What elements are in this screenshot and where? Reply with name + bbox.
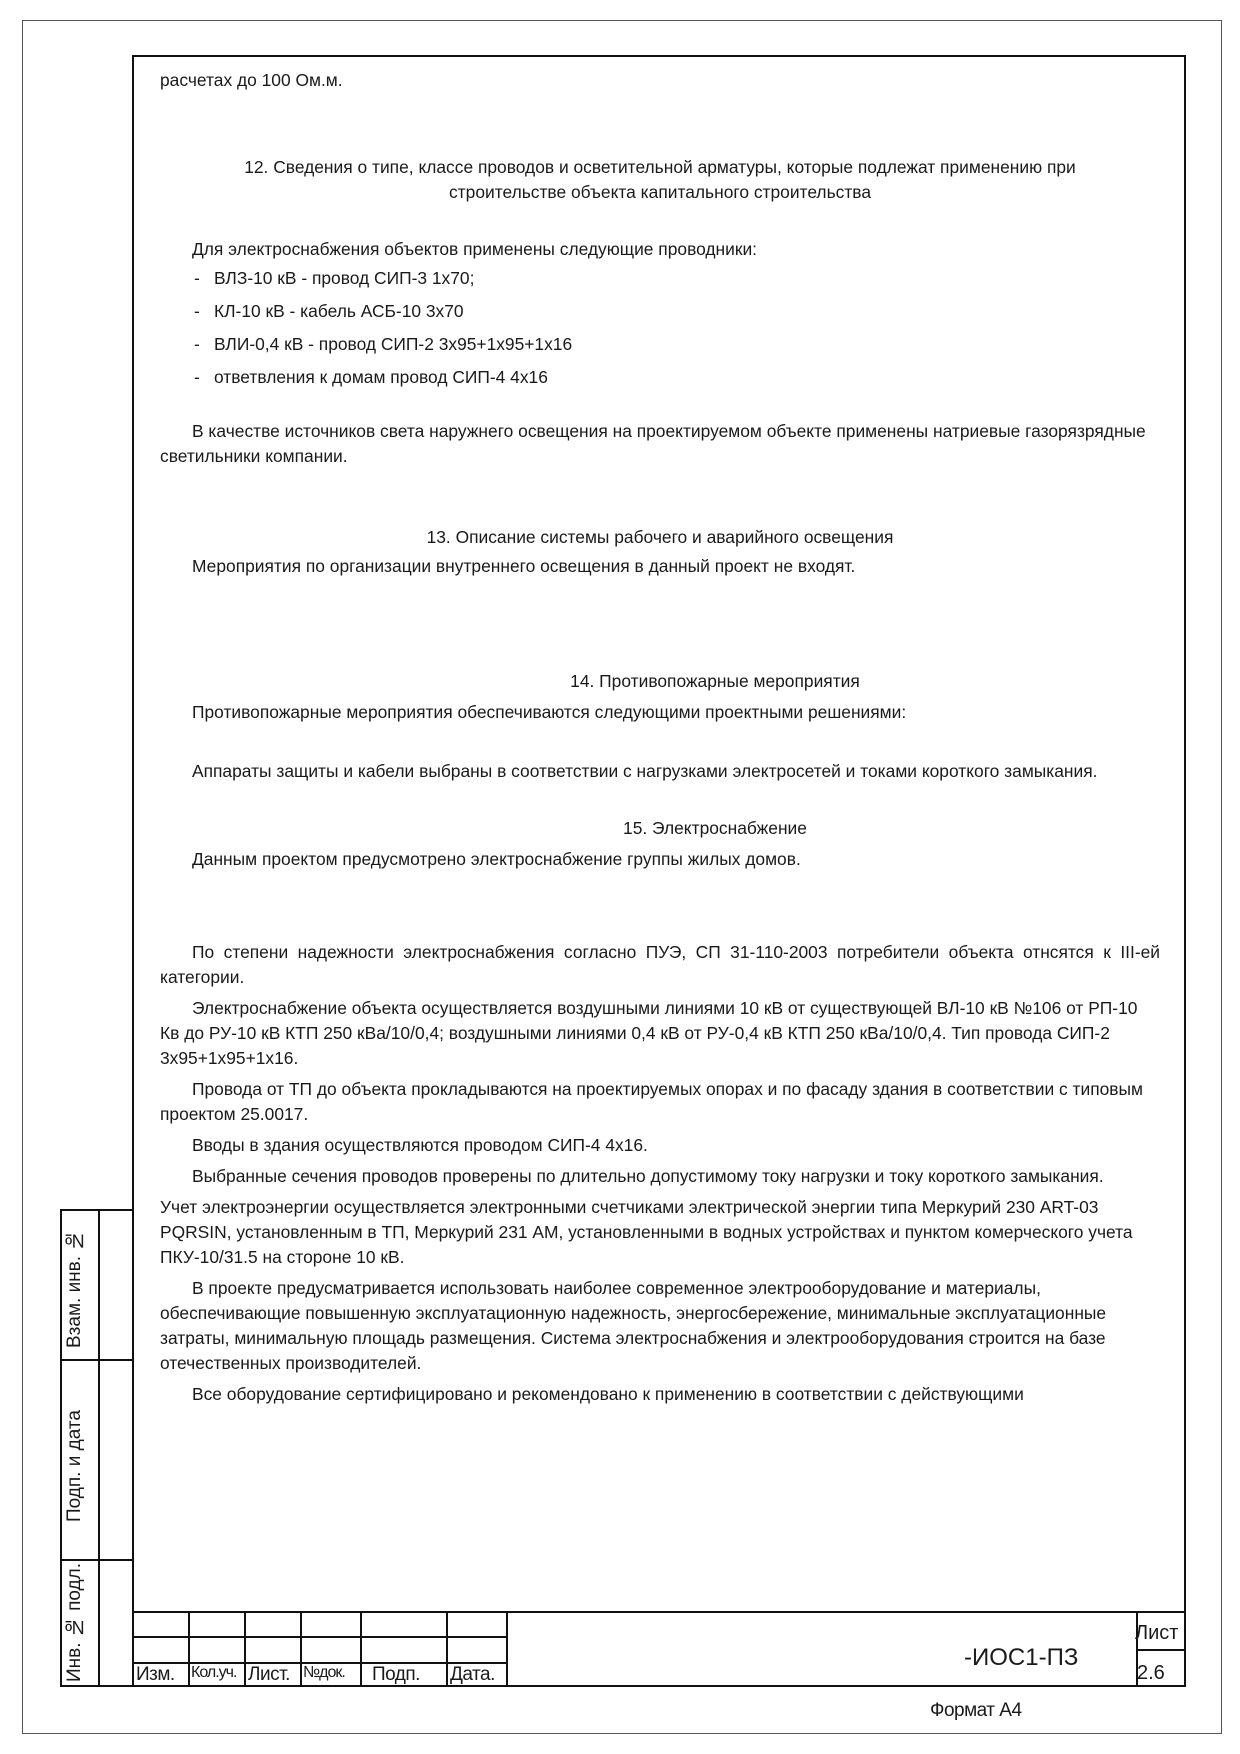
section-15-text6: Выбранные сечения проводов проверены по длительно допустимому току нагрузки и току короткого замыкания. <box>192 1166 1104 1186</box>
col-n-dok: №док. <box>303 1664 345 1681</box>
format-label: Формат А4 <box>930 1700 1022 1721</box>
col-data: Дата. <box>450 1664 495 1685</box>
section-15-text8: В проекте предусматривается использовать наиболее современное электрооборудование и материалы, обеспечивающие повышенную эксплуатационную надежность, энергосбережение, минимальные эксплуатационные затраты, минимальную площадь размещения. Система электроснабжения и электрооборудования строится на базе отечественных производителей. <box>160 1278 1107 1373</box>
col-list: Лист. <box>248 1664 290 1685</box>
title-block-line <box>506 1611 508 1687</box>
col-izm: Изм. <box>136 1664 175 1685</box>
side-stamp-row-line <box>62 1559 132 1561</box>
col-kol-uch: Кол.уч. <box>191 1664 237 1681</box>
conductor-list <box>160 262 1160 394</box>
podp-data-label: Подп. и дата <box>64 1410 85 1522</box>
section-15-text5: Вводы в здания осуществляются проводом СИП-4 4х16. <box>192 1135 648 1155</box>
title-block-line <box>446 1611 448 1687</box>
section-12-lighting: В качестве источников света наружнего освещения на проектируемом объекте применены натриевые газорязрядные светильники компании. <box>160 421 1146 466</box>
title-block-line <box>132 1611 1186 1613</box>
list-item: - ВЛЗ-10 кВ - провод СИП-3 1х70; <box>194 268 475 288</box>
section-15-text2: По степени надежности электроснабжения согласно ПУЭ, СП 31-110-2003 потребители объекта отнсятся к III-ей категории. <box>160 942 1160 987</box>
paragraph-continuation: расчетах до 100 Ом.м. <box>160 70 343 90</box>
inv-podl-label: Инв. № подл. <box>64 1563 85 1683</box>
col-podp: Подп. <box>372 1664 420 1685</box>
section-13-text: Мероприятия по организации внутреннего освещения в данный проект не входят. <box>192 556 856 576</box>
section-12-heading-line2: строительстве объекта капитального строительства <box>448 182 872 202</box>
list-item: - КЛ-10 кВ - кабель АСБ-10 3х70 <box>194 301 464 321</box>
section-14-heading: 14. Противопожарные мероприятия <box>570 671 860 691</box>
section-13-heading: 13. Описание системы рабочего и аварийного освещения <box>426 527 894 547</box>
section-15-text1: Данным проектом предусмотрено электроснабжение группы жилых домов. <box>192 849 801 869</box>
sheet-number: 2.6 <box>1137 1662 1165 1684</box>
title-block-line <box>244 1611 246 1687</box>
list-item: - ответвления к домам провод СИП-4 4х16 <box>194 367 548 387</box>
section-12-heading-line1: 12. Сведения о типе, классе проводов и осветительной арматуры, которые подлежат применению при <box>244 157 1076 177</box>
title-block-line <box>188 1611 190 1687</box>
side-stamp <box>60 1209 132 1687</box>
vzam-inv-label: Взам. инв. № <box>64 1229 85 1349</box>
section-12-intro: Для электроснабжения объектов применены следующие проводники: <box>192 239 758 259</box>
section-15-text3: Электроснабжение объекта осуществляется воздушными линиями 10 кВ от существующей ВЛ-10 кВ №106 от РП-10 Кв до РУ-10 кВ КТП 250 кВа/10/0,4; воздушными линиями 0,4 кВ от РУ-0,4 кВ КТП 250 кВа/10/0,4. Тип провода СИП-2 3х95+1х95+1х16. <box>160 998 1138 1068</box>
section-14-text2: Аппараты защиты и кабели выбраны в соответствии с нагрузками электросетей и токами короткого замыкания. <box>192 761 1098 781</box>
side-stamp-divider <box>98 1211 100 1685</box>
section-15-text9: Все оборудование сертифицировано и рекомендовано к применению в соответствии с действующими <box>192 1384 1024 1404</box>
section-15-text4: Провода от ТП до объекта прокладываются на проектируемых опорах и по фасаду здания в соответствии с типовым проектом 25.0017. <box>160 1079 1144 1124</box>
title-block-line <box>360 1611 362 1687</box>
document-body <box>160 64 1160 1407</box>
title-block-line <box>1136 1649 1186 1651</box>
sheet-label: Лист <box>1135 1622 1179 1644</box>
section-14-text1: Противопожарные мероприятия обеспечиваются следующими проектными решениями: <box>192 702 907 722</box>
title-block-line <box>300 1611 302 1687</box>
document-code: -ИОС1-ПЗ <box>964 1644 1079 1671</box>
section-15-heading: 15. Электроснабжение <box>623 818 807 838</box>
section-15-text7: Учет электроэнергии осуществляется электронными счетчиками электрической энергии типа Меркурий 230 ART-03 PQRSIN, установленным в ТП, Меркурий 231 АМ, установленными в водных устройствах и пунктом комерческого учета ПКУ-10/31.5 на стороне 10 кВ. <box>160 1197 1133 1267</box>
side-stamp-row-line <box>62 1359 132 1361</box>
list-item: - ВЛИ-0,4 кВ - провод СИП-2 3х95+1х95+1х16 <box>194 334 573 354</box>
